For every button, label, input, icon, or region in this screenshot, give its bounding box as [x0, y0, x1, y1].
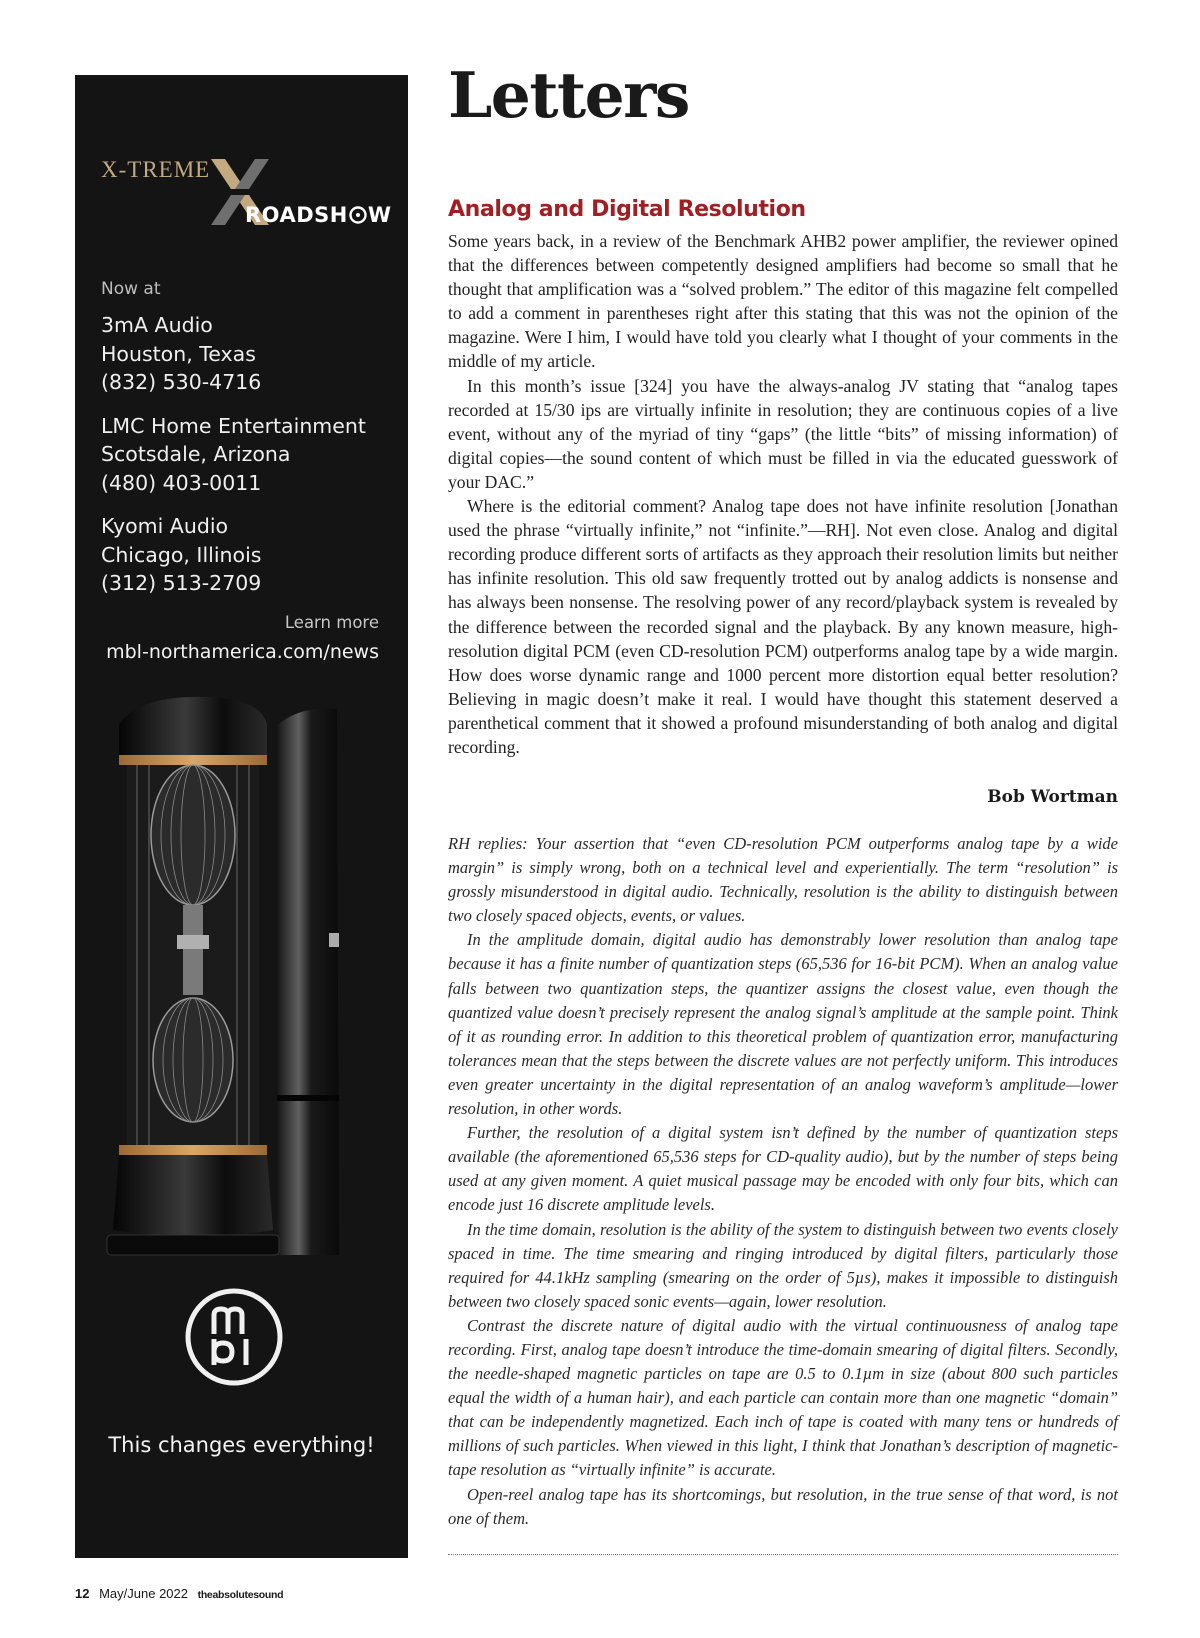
ad-tagline: This changes everything!: [108, 1433, 375, 1457]
reply-paragraph: Further, the resolution of a digital system isn’t defined by the number of quantization steps available (the aforementioned 65,536 steps for CD-quality audio), but by the number of steps being used at any given moment. A quiet musical passage may be encoded with only four bits, which can encode just 16 discrete amplitude levels.: [448, 1123, 1118, 1215]
mbl-logo-icon: [184, 1287, 284, 1387]
dealer-list: [101, 311, 401, 613]
dealer-name: Kyomi Audio: [101, 514, 229, 538]
article-heading: Analog and Digital Resolution: [448, 197, 806, 222]
reply-paragraph: Contrast the discrete nature of digital audio with the virtual continuousness of analog tape recording. First, analog tape doesn’t introduce the time-domain smearing of digital filters. Secondly, the needle-shaped magnetic particles on tape are 0.5 to 0.1µm in size (about 800 such particles equal the width of a human hair), and each particle can contain more than one magnetic “domain” that can be independently magnetized. Each inch of tape is coated with many tens or hundreds of millions of such particles. When viewed in this light, I think that Jonathan’s description of magnetic-tape resolution as “virtually infinite” is accurate.: [448, 1315, 1118, 1480]
dealer-name: LMC Home Entertainment: [101, 413, 366, 438]
page-number: 12: [75, 1586, 90, 1601]
reply-paragraph: In the amplitude domain, digital audio has demonstrably lower resolution than analog tape because it has a finite number of quantization steps (65,536 for 16-bit PCM). When an analog value falls between two quantization steps, the quantizer assigns the closest value, even though the quantized value doesn’t precisely represent the analog signal’s amplitude at the sample point. Think of it as rounding error. In addition to this theoretical problem of quantization error, manufacturing tolerances mean that the steps between the discrete values are not perfectly uniform. This introduces even greater uncertainty in the digital representation of an analog waveform’s amplitude—lower resolution, in other words.: [448, 930, 1118, 1119]
letter-paragraph: Where is the editorial comment? Analog tape does not have infinite resolution [Jonathan used the phrase “virtually infinite,” not “infinite.”—RH]. Not even close. Analog and digital recording produce different sorts of artifacts as they approach their resolution limits but neither has infinite resolution. This old saw frequently trotted out by analog addicts is nonsense and has always been nonsense. The resolving power of any record/playback system is revealed by the difference between the recorded signal and the playback. By any known measure, high-resolution digital PCM (even CD-resolution PCM) outperforms analog tape by a wide margin. How does worse dynamic range and 1000 percent more distortion equal better resolution? Believing in magic doesn’t make it real. I would have thought this statement deserved a parenthetical comment that it showed a profound misunderstanding of both analog and digital recording.: [448, 496, 1118, 757]
dealer-phone: (480) 403-0011: [101, 470, 262, 495]
record-o-icon: [349, 206, 367, 224]
letter-body: [448, 229, 1118, 759]
dealer-item: [101, 311, 401, 397]
magazine-name: theabsolutesound: [197, 1589, 284, 1601]
section-divider: [448, 1554, 1118, 1555]
speaker-product-image: [97, 695, 397, 1305]
dealer-phone: (832) 530-4716: [101, 370, 262, 394]
dealer-item: [101, 412, 401, 498]
editor-reply: [448, 832, 1118, 1531]
logo-bottom-text: ROADSH W: [245, 203, 392, 227]
reply-paragraph: In the time domain, resolution is the ability of the system to distinguish between two events closely spaced in time. The time smearing and ringing introduced by digital filters, particularly those required for 44.1kHz sampling (smearing on the order of 5µs), makes it impossible to distinguish between two closely spaced sonic events—again, lower resolution.: [448, 1219, 1118, 1311]
reply-paragraph: Open-reel analog tape has its shortcomings, but resolution, in the true sense of that word, is not one of them.: [448, 1484, 1118, 1528]
ad-url-link[interactable]: mbl-northamerica.com/news: [106, 641, 379, 663]
letter-paragraph: Some years back, in a review of the Benchmark AHB2 power amplifier, the reviewer opined that the differences between competently designed amplifiers had become so small that he thought that amplification was a “solved problem.” The editor of this magazine felt compelled to add a comment in parentheses right after this stating that this was not the opinion of the magazine. Were I him, I would have told you clearly what I thought of your comments in the middle of my article.: [448, 231, 1118, 372]
letter-signature: Bob Wortman: [987, 787, 1118, 807]
issue-date: May/June 2022: [99, 1586, 188, 1601]
dealer-location: Chicago, Illinois: [101, 542, 262, 567]
reply-paragraph: RH replies: Your assertion that “even CD-resolution PCM outperforms analog tape by a wide margin” is simply wrong, both on a technical level and experientially. The term “resolution” is grossly misunderstood in digital audio. Technically, resolution is the ability to distinguish between two closely spaced objects, events, or values.: [448, 834, 1118, 926]
logo-top-text: X-TREME: [101, 157, 211, 182]
mbl-advertisement: [75, 75, 408, 1558]
dealer-phone: (312) 513-2709: [101, 571, 262, 595]
letter-paragraph: In this month’s issue [324] you have the always-analog JV stating that “analog tapes recorded at 15/30 ips are virtually infinite in resolution; they are continuous copies of a live event, without any of the myriad of tiny “gaps” (the little “bits” of missing information) of digital copies—the sound content of which must be filled in via the educated guesswork of your DAC.”: [448, 375, 1118, 492]
xtreme-roadshow-logo: [101, 157, 401, 247]
learn-more-label: Learn more: [284, 613, 379, 632]
now-at-label: Now at: [101, 279, 161, 299]
dealer-location: Scotsdale, Arizona: [101, 442, 291, 466]
dealer-location: Houston, Texas: [101, 341, 256, 366]
dealer-name: 3mA Audio: [101, 313, 213, 337]
page-folio: [75, 1586, 283, 1601]
page-title: Letters: [448, 58, 689, 132]
dealer-item: [101, 512, 401, 598]
